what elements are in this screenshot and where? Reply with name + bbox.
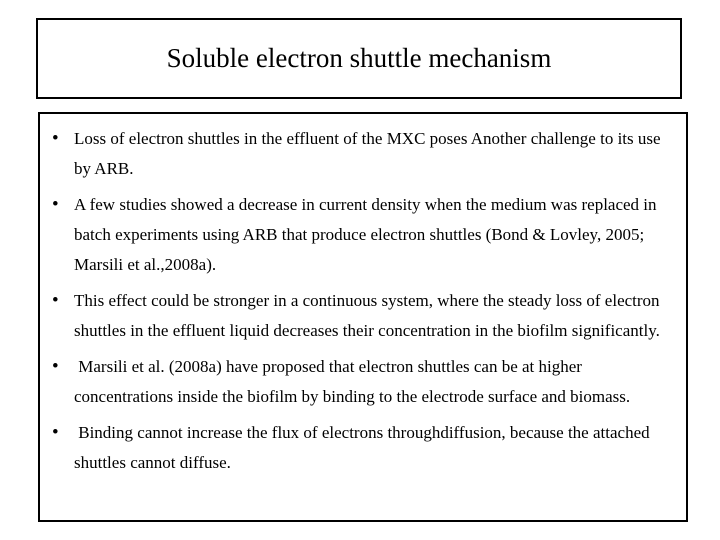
bullet-icon: •: [52, 128, 59, 149]
title-box: [36, 18, 682, 99]
bullet-text: Binding cannot increase the flux of electrons throughdiffusion, because the attached shuttles cannot diffuse.: [74, 423, 654, 472]
content-box: [38, 112, 688, 522]
bullet-item: [46, 418, 678, 478]
bullet-item: [46, 352, 678, 412]
bullet-icon: •: [52, 194, 59, 215]
bullet-item: [46, 190, 678, 280]
bullet-text: This effect could be stronger in a continuous system, where the steady loss of electron shuttles in the effluent liquid decreases their concentration in the biofilm significantly.: [74, 291, 664, 340]
bullet-icon: •: [52, 422, 59, 443]
bullet-item: [46, 124, 678, 184]
bullet-list: [46, 124, 678, 478]
page-title: Soluble electron shuttle mechanism: [166, 43, 552, 73]
bullet-text: Marsili et al. (2008a) have proposed that electron shuttles can be at higher concentrations inside the biofilm by binding to the electrode surface and biomass.: [74, 357, 631, 406]
bullet-item: [46, 286, 678, 346]
bullet-text: Loss of electron shuttles in the effluent of the MXC poses Another challenge to its use by ARB.: [74, 129, 665, 178]
bullet-icon: •: [52, 356, 59, 377]
bullet-text: A few studies showed a decrease in current density when the medium was replaced in batch experiments using ARB that produce electron shuttles (Bond & Lovley, 2005; Marsili et al.,2008a).: [74, 195, 661, 274]
bullet-icon: •: [52, 290, 59, 311]
